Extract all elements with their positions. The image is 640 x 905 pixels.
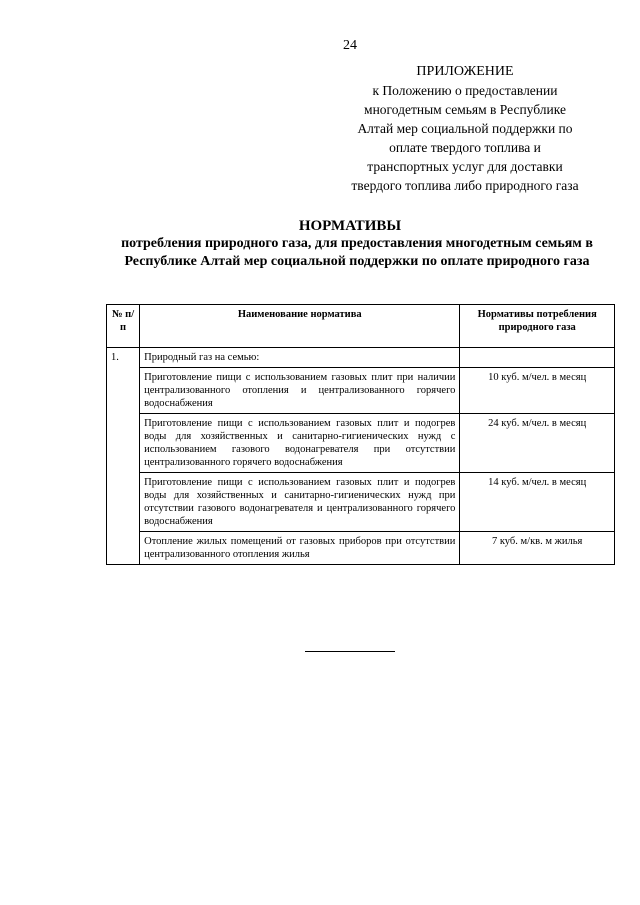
- table-row: [107, 368, 615, 414]
- annex-line: к Положению о предоставлении: [372, 83, 558, 98]
- norms-table: [106, 304, 615, 565]
- norm-name: Приготовление пищи с использованием газовых плит и подогрев воды для хозяйственных и санитарно-гигиенических нужд при отсутствии газового водонагревателя и централизованного горячего водоснабжения: [140, 473, 460, 532]
- annex-title: ПРИЛОЖЕНИЕ: [416, 64, 514, 79]
- group-name: Природный газ на семью:: [140, 348, 460, 368]
- header-value: Нормативы потребления природного газа: [460, 305, 615, 348]
- table-row: [107, 532, 615, 565]
- group-value: [460, 348, 615, 368]
- norm-value: 10 куб. м/чел. в месяц: [460, 368, 615, 414]
- norm-value: 7 куб. м/кв. м жилья: [460, 532, 615, 565]
- norm-value: 14 куб. м/чел. в месяц: [460, 473, 615, 532]
- annex-line: твердого топлива либо природного газа: [351, 178, 579, 193]
- annex-line: транспортных услуг для доставки: [367, 159, 563, 174]
- annex-line: многодетным семьям в Республике: [364, 102, 566, 117]
- annex-line: оплате твердого топлива и: [389, 140, 541, 155]
- table-row: [107, 414, 615, 473]
- norm-name: Приготовление пищи с использованием газовых плит при наличии централизованного отопления и централизованного горячего водоснабжения: [140, 368, 460, 414]
- header-num: № п/п: [107, 305, 140, 348]
- table-header-row: [107, 305, 615, 348]
- table-row-group: [107, 348, 615, 368]
- annex-line: Алтай мер социальной поддержки по: [357, 121, 573, 136]
- table-row: [107, 473, 615, 532]
- document-subtitle: потребления природного газа, для предоставления многодетным семьям в Республике Алтай мер социальной поддержки по оплате природного газа: [121, 236, 593, 269]
- document-title: НОРМАТИВЫ: [298, 218, 402, 234]
- norm-name: Приготовление пищи с использованием газовых плит и подогрев воды для хозяйственных и санитарно-гигиенических нужд с использованием газового водонагревателя при отсутствии централизованного горячего водоснабжения: [140, 414, 460, 473]
- row-number: 1.: [107, 348, 140, 565]
- norm-name: Отопление жилых помещений от газовых приборов при отсутствии централизованного отопления жилья: [140, 532, 460, 565]
- header-name: Наименование норматива: [140, 305, 460, 348]
- annex-block: [330, 62, 600, 195]
- page-number: 24: [343, 38, 357, 53]
- closing-rule: [305, 651, 395, 652]
- norm-value: 24 куб. м/чел. в месяц: [460, 414, 615, 473]
